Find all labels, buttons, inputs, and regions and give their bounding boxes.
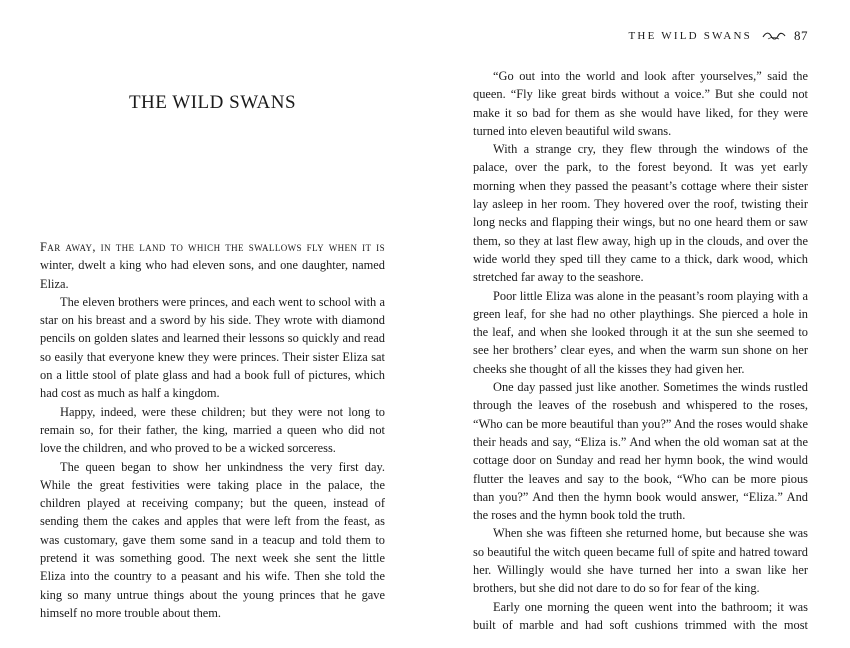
swash-ornament-icon (762, 31, 786, 41)
paragraph: Poor little Eliza was alone in the peasant’s room playing with a green leaf, for she had no other playthings. She pierced a hole in the leaf, and when she looked through it at the sun she seemed to see her brothers’ clear eyes, and when the warm sun shone on her cheeks she thought of all the kisses they had given her. (473, 288, 808, 376)
chapter-title: THE WILD SWANS (128, 92, 297, 113)
paragraph: With a strange cry, they flew through the windows of the palace, over the park, to the forest beyond. It was yet early morning when they passed the peasant’s cottage where their sister lay asleep in her room. They hovered over the roof, twisting their long necks and flapping their wings, but no one heard them or saw them, so they at last flew away, high up in the clouds, and over the wide world they sped till they came to a thick, dark wood, which stretched far away to the seashore. (473, 142, 808, 285)
opening-paragraph (40, 238, 385, 293)
paragraph: The queen began to show her unkindness the very first day. While the great festivities were taking place in the palace, the children played at receiving company; but the queen, instead of sending them the cakes and apples that were left from the feast, as was customary, gave them some sand in a teacup and told them to pretend it was something good. The next week she sent the little Eliza into the country to a peasant and his wife. Then she told the king so many untrue things about the young princes that he gave himself no more trouble about them. (40, 459, 385, 620)
right-text-column (473, 67, 808, 634)
opening-rest: winter, dwelt a king who had eleven sons, and one daughter, named Eliza. (40, 258, 385, 291)
running-head-title: THE WILD SWANS (628, 30, 752, 42)
opening-smallcaps: Far away, in the land to which the swallows fly when it is (40, 240, 385, 254)
left-text-column (40, 238, 385, 622)
paragraph: When she was fifteen she returned home, but because she was so beautiful the witch queen became full of spite and hatred toward her. Willingly would she have turned her into a swan like her brothers, but she did not dare to do so for fear of the king. (473, 526, 808, 596)
paragraph: Early one morning the queen went into the bathroom; it was built of marble and had soft cushions trimmed with the most (473, 599, 808, 632)
paragraph: The eleven brothers were princes, and each went to school with a star on his breast and a sword by his side. They wrote with diamond pencils on golden slates and learned their lessons so quickly and read so easily that everyone knew they were princes. Their sister Eliza sat on a little stool of plate glass and had a book full of pictures, which had cost as much as half a kingdom. (40, 294, 385, 401)
running-head (629, 28, 808, 44)
paragraph: Happy, indeed, were these children; but they were not long to remain so, for their father, the king, married a queen who did not love the children, and who proved to be a wicked sorceress. (40, 404, 385, 456)
paragraph: One day passed just like another. Sometimes the winds rustled through the leaves of the rosebush and whispered to the roses, “Who can be more beautiful than you?” And the roses would shake their heads and say, “Eliza is.” And when the old woman sat at the cottage door on Sunday and read her hymn book, the wind would flutter the leaves and say to the book, “Who can be more pious than you?” And then the hymn book would answer, “Eliza.” And the roses and the hymn book told the truth. (473, 380, 808, 523)
page-number: 87 (794, 28, 808, 43)
right-page (425, 0, 850, 648)
paragraph: “Go out into the world and look after yourselves,” said the queen. “Fly like great birds without a voice.” But she could not make it so bad for them as she would have liked, for they were turned into eleven beautiful wild swans. (473, 69, 808, 138)
